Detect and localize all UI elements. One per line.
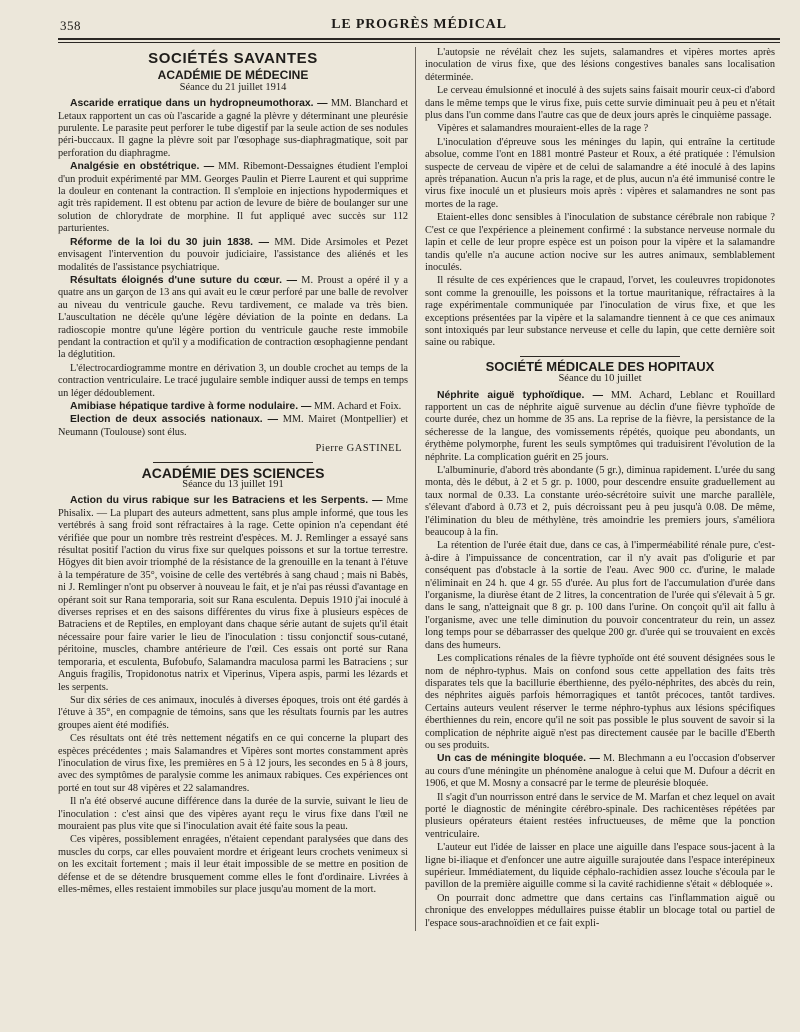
heading-academie-medecine: ACADÉMIE DE MÉDECINE — [157, 68, 309, 83]
article-paragraph: Résultats éloignés d'une suture du cœur. — M. Proust a opéré il y a quatre ans un garçon de 13 ans qui avait eu le cœur perforé par une balle de revolver au niveau du ventricule gauche. Revu tardivement, ce malade va très bien. L'auscultation ne décèle qu'une légère déviation de la pointe en dedans. La radioscopie montre qu'une légère portion du ventricule gauche reste immobile pendant la contraction et qu'il y a modification de contraction œsophagienne pendant la déglutition. — [58, 274, 408, 361]
article-paragraph: Ascaride erratique dans un hydropneumothorax. — MM. Blanchard et Letaux rapportent un cas où l'ascaride a gagné la plèvre y déterminant une pleurésie purulente. Le parasite peut perforer le tube digestif par la seule action de ses nodules péri-buccaux. Il gagne la plèvre soit par l'œsophage sus-diaphragmatique, soit par perforation du diaphragme. — [58, 98, 409, 159]
date-academie-sciences: Séance du 13 juillet 191 — [182, 479, 284, 490]
date-societe-medicale: Séance du 10 juillet — [558, 373, 642, 385]
section-divider — [153, 462, 313, 463]
signature: Pierre GASTINEL — [315, 443, 402, 455]
article-paragraph: Etaient-elles donc sensibles à l'inoculation de substance cérébrale non rabique ? C'est ce que l'expérience a pleinement confirmé : la substance nerveuse normale du lapin et celle de leur propre espèce est un poison pour la vipère et la salamandre tandis qu'elle n'a aucune action nocive sur les autres animaux, semblablement inoculés. — [425, 212, 775, 273]
article-paragraph: Il n'a été observé aucune différence dans la durée de la survie, suivant le lieu de l'inoculation : c'est ainsi que des vipères ayant reçu le virus fixe dans l'œil ne mouraient pas plus vite que si l'inoculation avait été faite sous la peau. — [58, 796, 408, 832]
article-paragraph: L'électrocardiogramme montre en dérivation 3, un double crochet au temps de la contraction ventriculaire. Le tracé jugulaire semble indiquer aussi de temps en temps un léger dédoublement. — [58, 362, 408, 399]
article-paragraph: Néphrite aiguë typhoïdique. — MM. Achard, Leblanc et Rouillard rapportent un cas de néphrite aiguë survenue au déclin d'une fièvre typhoïde de courte durée, chez un homme de 35 ans. La reprise de la fièvre, la persistance de la sécheresse de la langue, des vomissements répétés, quoique peu abondants, un érythème polymorphe, furent les seuls symptômes qui traduisirent l'évolution de la néphrite. La complication guérit en 25 jours. — [425, 389, 775, 463]
article-paragraph: Il s'agit d'un nourrisson entré dans le service de M. Marfan et chez lequel on avait porté le diagnostic de méningite cérébro-spinale. Des rachicentèses répétées par plusieurs opérateurs étaient restées infructueuses, de même que la ponction ventriculaire. — [425, 791, 775, 840]
article-paragraph: Sur dix séries de ces animaux, inoculés à diverses époques, trois ont été gardés à l'étuve à 35°, en compagnie de témoins, sans que les résultats fournis par les autres groupes aient été modifiés. — [58, 694, 408, 731]
article-paragraph: Election de deux associés nationaux. — MM. Mairet (Montpellier) et Neumann (Toulouse) sont élus. — [58, 414, 408, 438]
article-paragraph: Les complications rénales de la fièvre typhoïde ont été souvent désignées sous le nom de néphro-typhus. Mais on confond sous cette appellation des faits très disparates tels que la bacillurie éberthienne, des pyélo-néphrites, des abcès du rein, des néphrites aiguës parfois hémorragiques et tantôt précoces, tantôt tardives. Certains auteurs veulent réserver le terme néphro-typhus aux lésions spécifiques éberthiennes du rein, encore qu'il ne soit pas possible le plus souvent de savoir si la complication de néphrite aiguë n'est pas directement causée par le bacille d'Eberth ou ses produits. — [425, 653, 775, 751]
article-paragraph: Un cas de méningite bloquée. — M. Blechmann a eu l'occasion d'observer au cours d'une méningite un phénomène analogue à celui que M. Dufour a décrit en 1906, et que M. Mosny a consacré par le terme de pleurésie bloquée. — [425, 753, 775, 790]
section-title-societes: SOCIÉTÉS SAVANTES — [148, 50, 318, 67]
article-paragraph: Ces vipères, possiblement enragées, n'étaient cependant paralysées que dans des muscles du corps, car elles pouvaient mordre et érigeant leurs crochets venimeux si on les excitait fortement ; mais il leur était impossible de se mettre en position de défense et de se détendre brusquement comme elles le font d'ordinaire. Livrées à elles-mêmes, elles restaient immobiles sur place jusqu'au moment de la mort. — [58, 834, 408, 895]
article-paragraph: Amibiase hépatique tardive à forme nodulaire. — MM. Achard et Foix. — [70, 400, 402, 412]
article-paragraph: On pourrait donc admettre que dans certains cas l'inflammation aiguë ou chronique des enveloppes médullaires puisse établir un blocage total ou partiel de l'espace sous-arachnoïdien et ce fait expli- — [425, 892, 775, 929]
article-paragraph: Réforme de la loi du 30 juin 1838. — MM. Dide Arsimoles et Pezet envisagent l'intervention du pouvoir judiciaire, l'assistance des aliénés et les modalités de l'assistance psychiatrique. — [58, 236, 408, 273]
heading-academie-sciences: ACADÉMIE DES SCIENCES — [141, 464, 325, 481]
heading-societe-medicale: SOCIÉTÉ MÉDICALE DES HOPITAUX — [485, 358, 715, 374]
article-paragraph: Le cerveau émulsionné et inoculé à des sujets sains faisait mourir ceux-ci d'abord dans le même temps que le virus fixe, puis cette survie diminuait peu à peu et n'était plus dans l'un comme dans l'autre cas que de deux jours après le cinquième passage. — [425, 85, 775, 122]
article-paragraph: L'autopsie ne révélait chez les sujets, salamandres et vipères mortes après inoculation de virus fixe, que des lésions congestives banales sans localisation déterminée. — [425, 47, 775, 83]
two-column-body — [58, 47, 780, 931]
article-paragraph: Il résulte de ces expériences que le crapaud, l'orvet, les couleuvres tropidonotes sont comme la grenouille, les poissons et la tortue mauritanique, réfractaires à la rage expérimentale communiquée par l'inoculation de virus fixe, et que les exceptions présentées par la vipère et la salamandre tiennent à ce que ces animaux sont intoxiqués par leur substance nerveuse et celle du lapin, que cette dernière soit saine ou rabique. — [425, 275, 775, 349]
running-head — [58, 14, 780, 36]
page-number: 358 — [60, 18, 81, 33]
journal-title: LE PROGRÈS MÉDICAL — [331, 17, 507, 32]
article-paragraph: L'albuminurie, d'abord très abondante (5 gr.), diminua rapidement. L'urée du sang monta, dès le début, à 2 et 5 gr. p. 1000, pour descendre ensuite graduellement au taux normal de 0.33. La constante uréo-sécrétoire suivit une marche parallèle, s'élevant d'abord à 0.73 et 2, puis décroissant peu à peu jusqu'à 0.08. De même, l'élimination du bleu de méthylène, très amoindrie les premiers jours, s'améliora beaucoup à la fin. — [425, 465, 775, 539]
article-paragraph: La rétention de l'urée était due, dans ce cas, à l'imperméabilité rénale pure, c'est-à-dire à l'impuissance de concentration, car il n'y avait pas d'oligurie et par conséquent pas d'obstacle à la sortie de l'eau. Avec 900 cc. d'urine, le malade n'éliminait en 24 h. que 4 gr. 55 d'urée. Au plus fort de l'accumulation d'urée dans l'organisme, la diurèse étant de 2 litres, la concentration de l'urée qui s'élevait à 5 gr. dans le sang, n'atteignait que 8 gr. p. 100 dans l'urine. On conçoit qu'il ait fallu à l'organisme, avec une telle diminution du pouvoir concentrateur du rein, un assez long temps pour se débarrasser des quelque 200 gr. d'urée qui se trouvaient en excès dans des humeurs. — [425, 540, 775, 651]
article-paragraph: Ces résultats ont été très nettement négatifs en ce qui concerne la plupart des espèces précédentes ; mais Salamandres et Vipères sont mortes constamment après l'inoculation de virus fixe, les premières en 5 à 12 jours, les secondes en 5 à 8 jours, avec des symptômes de paralysie comme les animaux rabiques. Ces expériences ont porté en tout sur 48 vipères et 22 salamandres. — [58, 733, 408, 794]
section-divider — [520, 356, 680, 357]
article-paragraph: L'inoculation d'épreuve sous les méninges du lapin, qui entraîne la certitude absolue, comme l'ont en 1881 montré Pasteur et Roux, a été pratiquée : l'émulsion suspecte de cerveau de vipère et de celui de salamandre a été inoculé à des lapins après trépanation. Aucun n'a pris la rage, et de plus, aucun n'a été immunisé contre le virus fixe inoculé un et plusieurs mois après : vipères et salamandres ne sont pas mortes de la rage. — [425, 136, 775, 210]
article-paragraph: Analgésie en obstétrique. — MM. Ribemont-Dessaignes étudient l'emploi d'un produit expérimenté par MM. Georges Paulin et Pierre Laurent et qui supprime la douleur en contenant la contraction. Il s'emploie en injections hypodermiques et agit très rapidement. Il est obtenu par action de levure de bière de boulanger sur une solution de chlorydrate de morphine. Il fut appliqué avec succès sur 112 parturientes. — [58, 161, 408, 235]
article-paragraph: Vipères et salamandres mouraient-elles de la rage ? — [437, 123, 649, 135]
article-paragraph: L'auteur eut l'idée de laisser en place une aiguille dans l'espace sous-jacent à la ligne bi-iliaque et d'enfoncer une autre aiguille surajoutée dans l'espace interépineux supérieur. Immédiatement, du liquide céphalo-rachidien assez louche s'écoula par le pavillon de la première aiguille comme si la cavité rachidienne s'était « débloquée ». — [425, 842, 775, 891]
article-paragraph: Action du virus rabique sur les Batraciens et les Serpents. — Mme Phisalix. — La plupart des auteurs admettent, sans plus ample informé, que tous les vertébrés à sang froid sont réfractaires à la rage. Cette opinion n'a cependant été vérifiée que pour un nombre très restreint d'espèces. M. J. Remlinger a essayé sans résultat positif l'action du virus fixe sur quelques poissons et sur la tortue terrestre. Högyes dit bien avoir triomphé de la résistance de la grenouille en la tenant à l'étuve à la température de 35°, voisine de celle des vertébrés à sang chaud ; mais ni Babès, ni J. Remlinger n'ont pu observer à nouveau le fait, et je n'ai pas réussi d'avantage en opérant soit sur Rana temporaria, soit sur Rana esculenta. Depuis 1910 j'ai inoculé à diverses reprises et en des saisons différentes du virus fixe à plusieurs espèces de Batraciens et de Reptiles, en employant dans chaque série autant de sujets qu'il était nécessaire pour faire varier le lieu de l'inoculation : tissu conjonctif sous-cutané, péritoine, muscles, chambre antérieure de l'œil. Ces essais ont porté sur Rana temporaria, et esculenta, Bufobufo, Salamandra maculosa parmi les Batraciens ; sur Anguis fragilis, Tropidonotus natrix et Viperinus, Vipera aspis, parmi les lézards et les serpents. — [58, 495, 408, 693]
right-column — [416, 47, 775, 931]
header-rule — [58, 38, 780, 43]
left-column — [58, 47, 416, 931]
date-academie-medecine: Séance du 21 juillet 1914 — [179, 81, 287, 93]
